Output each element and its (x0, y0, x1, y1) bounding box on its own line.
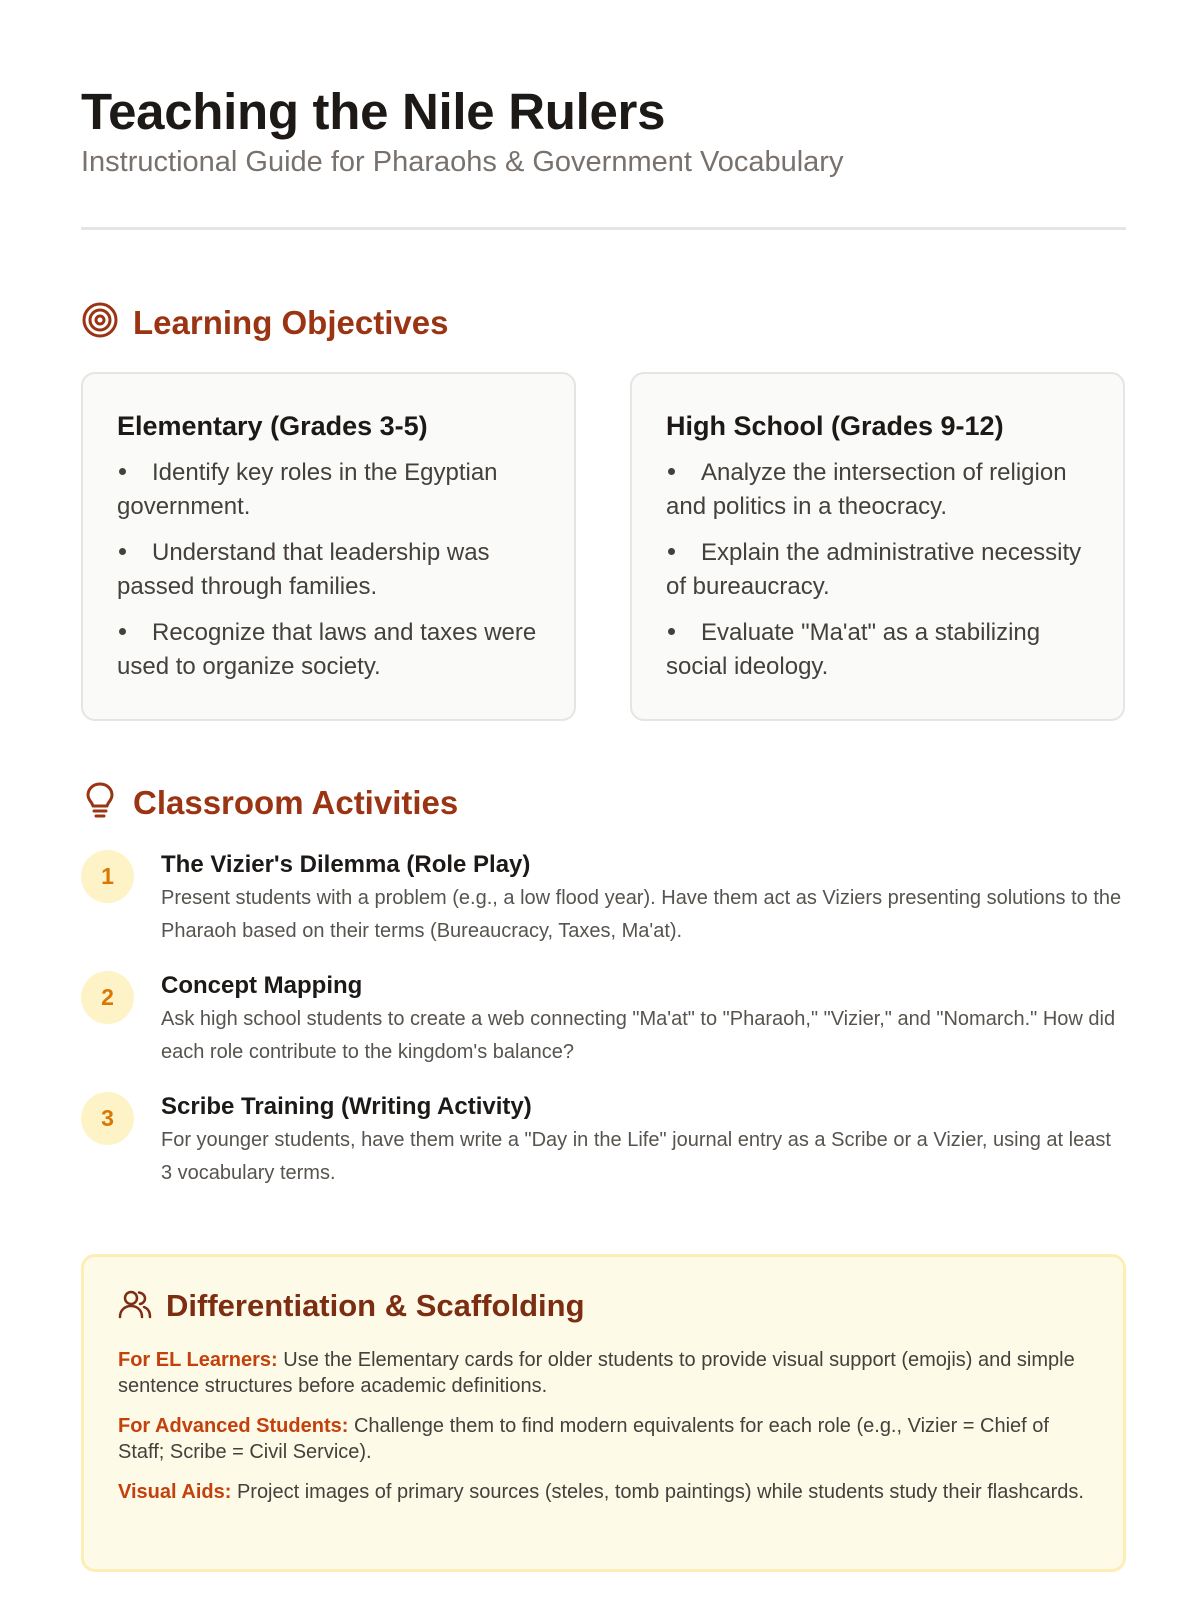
list-item: Explain the administrative necessity of bureaucracy. (666, 539, 1082, 600)
users-icon (118, 1288, 152, 1325)
lightbulb-icon (81, 780, 119, 825)
activities-heading (81, 780, 458, 825)
high-school-objectives-card (630, 372, 1125, 721)
objectives-heading (81, 301, 448, 344)
differentiation-heading-label: Differentiation & Scaffolding (166, 1288, 585, 1323)
step-number-badge: 1 (81, 850, 134, 903)
item-text: Challenge them to find modern equivalents for each role (e.g., Vizier = Chief of Staff; Scribe = Civil Service). (118, 1415, 1049, 1463)
activity-description: Present students with a problem (e.g., a low flood year). Have them act as Viziers presenting solutions to the Pharaoh based on their terms (Bureaucracy, Taxes, Ma'at). (161, 887, 1122, 942)
list-item: Understand that leadership was passed through families. (117, 539, 490, 600)
objectives-list (117, 456, 540, 684)
activity-body (161, 1092, 1125, 1190)
activity-item (81, 971, 1125, 1069)
activity-title: Concept Mapping (161, 972, 363, 999)
item-key: For EL Learners: (118, 1349, 278, 1371)
target-icon (81, 301, 119, 344)
differentiation-heading (118, 1287, 1089, 1325)
bullet (119, 628, 126, 635)
differentiation-item (118, 1413, 1089, 1465)
activity-body (161, 971, 1125, 1069)
objectives-list (666, 456, 1089, 684)
activity-description: For younger students, have them write a "Day in the Life" journal entry as a Scribe or a Vizier, using at least 3 vocabulary terms. (161, 1129, 1111, 1184)
card-title: High School (Grades 9-12) (666, 411, 1004, 441)
bullet (119, 548, 126, 555)
objectives-heading-label: Learning Objectives (133, 303, 449, 341)
item-text: Project images of primary sources (steles, tomb paintings) while students study their flashcards. (236, 1481, 1084, 1503)
item-text: Use the Elementary cards for older students to provide visual support (emojis) and simple sentence structures before academic definitions. (118, 1349, 1075, 1397)
differentiation-callout (81, 1254, 1126, 1572)
step-number-badge: 3 (81, 1092, 134, 1145)
activity-title: Scribe Training (Writing Activity) (161, 1093, 532, 1120)
list-item: Evaluate "Ma'at" as a stabilizing social ideology. (666, 619, 1041, 680)
bullet (119, 468, 126, 475)
elementary-objectives-card (81, 372, 576, 721)
activity-title: The Vizier's Dilemma (Role Play) (161, 851, 531, 878)
list-item: Identify key roles in the Egyptian government. (117, 459, 498, 520)
list-item: Analyze the intersection of religion and politics in a theocracy. (666, 459, 1067, 520)
bullet (668, 628, 675, 635)
activity-item (81, 850, 1125, 948)
activity-body (161, 850, 1125, 948)
page-header (81, 82, 1125, 180)
activities-list (81, 850, 1125, 1213)
activities-heading-label: Classroom Activities (133, 783, 459, 821)
bullet (668, 468, 675, 475)
list-item: Recognize that laws and taxes were used to organize society. (117, 619, 537, 680)
page-subtitle: Instructional Guide for Pharaohs & Government Vocabulary (81, 146, 844, 178)
bullet (668, 548, 675, 555)
differentiation-item (118, 1347, 1089, 1399)
item-key: For Advanced Students: (118, 1415, 349, 1437)
header-divider (81, 227, 1126, 230)
activity-description: Ask high school students to create a web connecting "Ma'at" to "Pharaoh," "Vizier," and "Nomarch." How did each role contribute to the kingdom's balance? (161, 1008, 1116, 1063)
step-number-badge: 2 (81, 971, 134, 1024)
item-key: Visual Aids: (118, 1481, 232, 1503)
page-title: Teaching the Nile Rulers (81, 83, 666, 140)
activity-item (81, 1092, 1125, 1190)
differentiation-item (118, 1479, 1089, 1505)
card-title: Elementary (Grades 3-5) (117, 411, 428, 441)
